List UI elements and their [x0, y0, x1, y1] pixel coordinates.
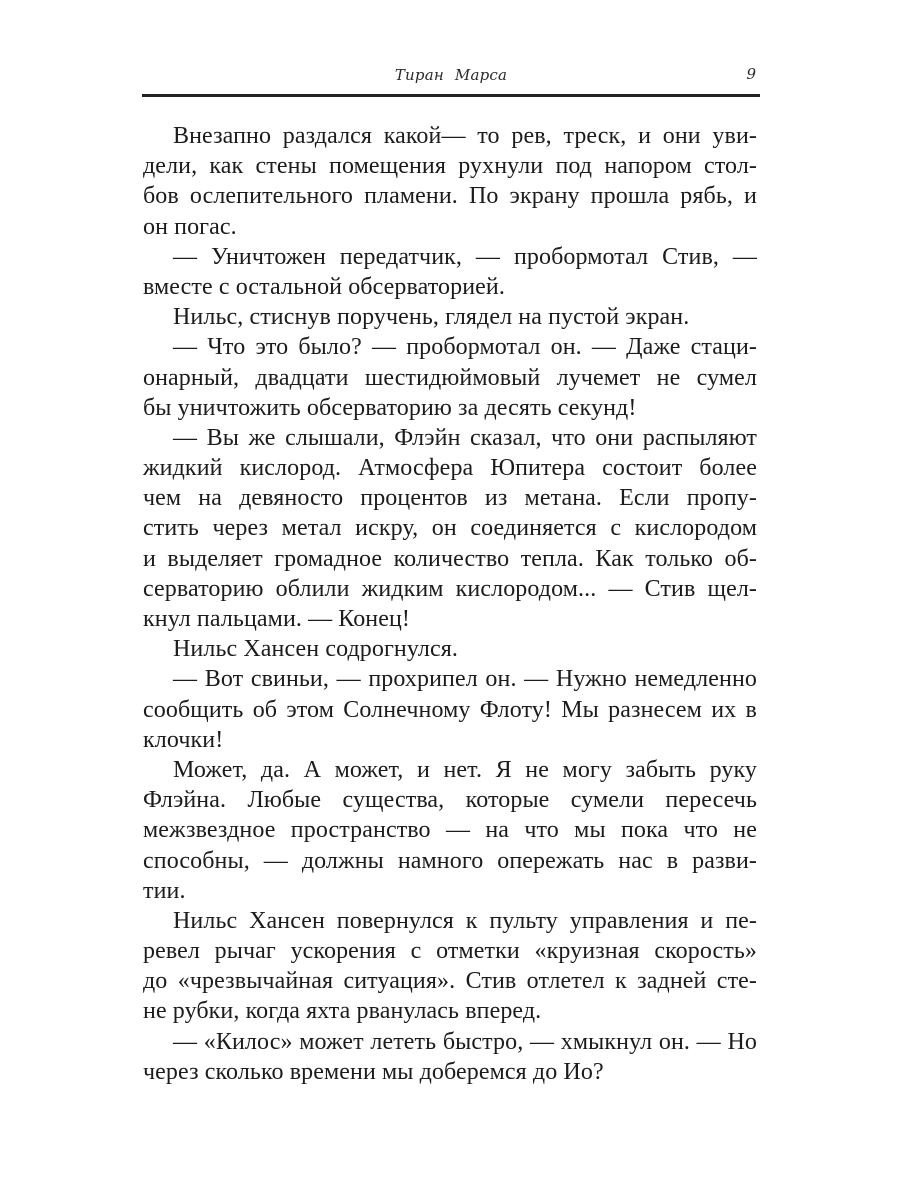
page-header	[142, 62, 760, 96]
text-line: не рубки, когда яхта рванулась вперед.	[143, 998, 542, 1025]
text-line: ревел рычаг ускорения с отметки «круизная скорость»	[143, 938, 757, 965]
text-line: дели, как стены помещения рухнули под напором стол-	[143, 153, 757, 180]
paragraph	[143, 1027, 757, 1087]
text-line: Внезапно раздался какой— то рев, треск, и они уви-	[173, 123, 757, 149]
paragraph	[143, 423, 757, 634]
text-line: серваторию облили жидким кислородом... — Стив щел-	[143, 575, 757, 602]
paragraph	[143, 121, 757, 242]
text-line: он погас.	[143, 213, 237, 240]
text-line: клочки!	[143, 726, 224, 753]
paragraph	[143, 332, 757, 423]
text-line: бы уничтожить обсерваторию за десять секунд!	[143, 394, 637, 421]
text-line: чем на девяносто процентов из метана. Если пропу-	[143, 485, 757, 512]
text-line: — Уничтожен передатчик, — пробормотал Стив, —	[173, 243, 757, 270]
text-line: и выделяет громадное количество тепла. Как только об-	[143, 545, 757, 572]
paragraph	[143, 302, 757, 332]
paragraph	[143, 906, 757, 1027]
text-line: Может, да. А может, и нет. Я не могу забыть руку	[173, 756, 757, 783]
paragraph	[143, 634, 757, 664]
text-line: Флэйна. Любые существа, которые сумели пересечь	[143, 787, 757, 814]
text-line: стить через метал искру, он соединяется с кислородом	[143, 515, 757, 542]
text-line: способны, — должны намного опережать нас в разви-	[143, 847, 757, 874]
text-line: сообщить об этом Солнечному Флоту! Мы разнесем их в	[143, 696, 757, 723]
page-number: 9	[746, 65, 756, 83]
text-line: вместе с остальной обсерваторией.	[143, 273, 505, 300]
text-line: тии.	[143, 877, 186, 904]
text-line: Нильс Хансен содрогнулся.	[173, 636, 458, 663]
text-line: — Вы же слышали, Флэйн сказал, что они распыляют	[173, 424, 757, 451]
text-line: через сколько времени мы доберемся до Ио?	[143, 1058, 604, 1085]
header-rule	[142, 94, 760, 97]
text-line: жидкий кислород. Атмосфера Юпитера состоит более	[143, 455, 757, 482]
text-line: — Что это было? — пробормотал он. — Даже стаци-	[173, 334, 757, 361]
text-line: кнул пальцами. — Конец!	[143, 606, 411, 632]
text-line: бов ослепительного пламени. По экрану прошла рябь, и	[143, 183, 757, 210]
paragraph	[143, 755, 757, 906]
text-line: — «Килос» может лететь быстро, — хмыкнул он. — Но	[173, 1028, 757, 1055]
text-line: — Вот свиньи, — прохрипел он. — Нужно немедленно	[173, 666, 757, 693]
text-line: Нильс, стиснув поручень, глядел на пустой экран.	[173, 304, 690, 331]
running-title: Тиран Марса	[394, 66, 508, 84]
text-line: межзвездное пространство — на что мы пока что не	[143, 817, 757, 844]
text-line: до «чрезвычайная ситуация». Стив отлетел к задней сте-	[143, 968, 757, 995]
text-line: Нильс Хансен повернулся к пульту управления и пе-	[173, 907, 757, 934]
paragraph	[143, 242, 757, 302]
body-text	[143, 121, 757, 1087]
paragraph	[143, 664, 757, 755]
text-line: онарный, двадцати шестидюймовый лучемет не сумел	[143, 364, 757, 391]
